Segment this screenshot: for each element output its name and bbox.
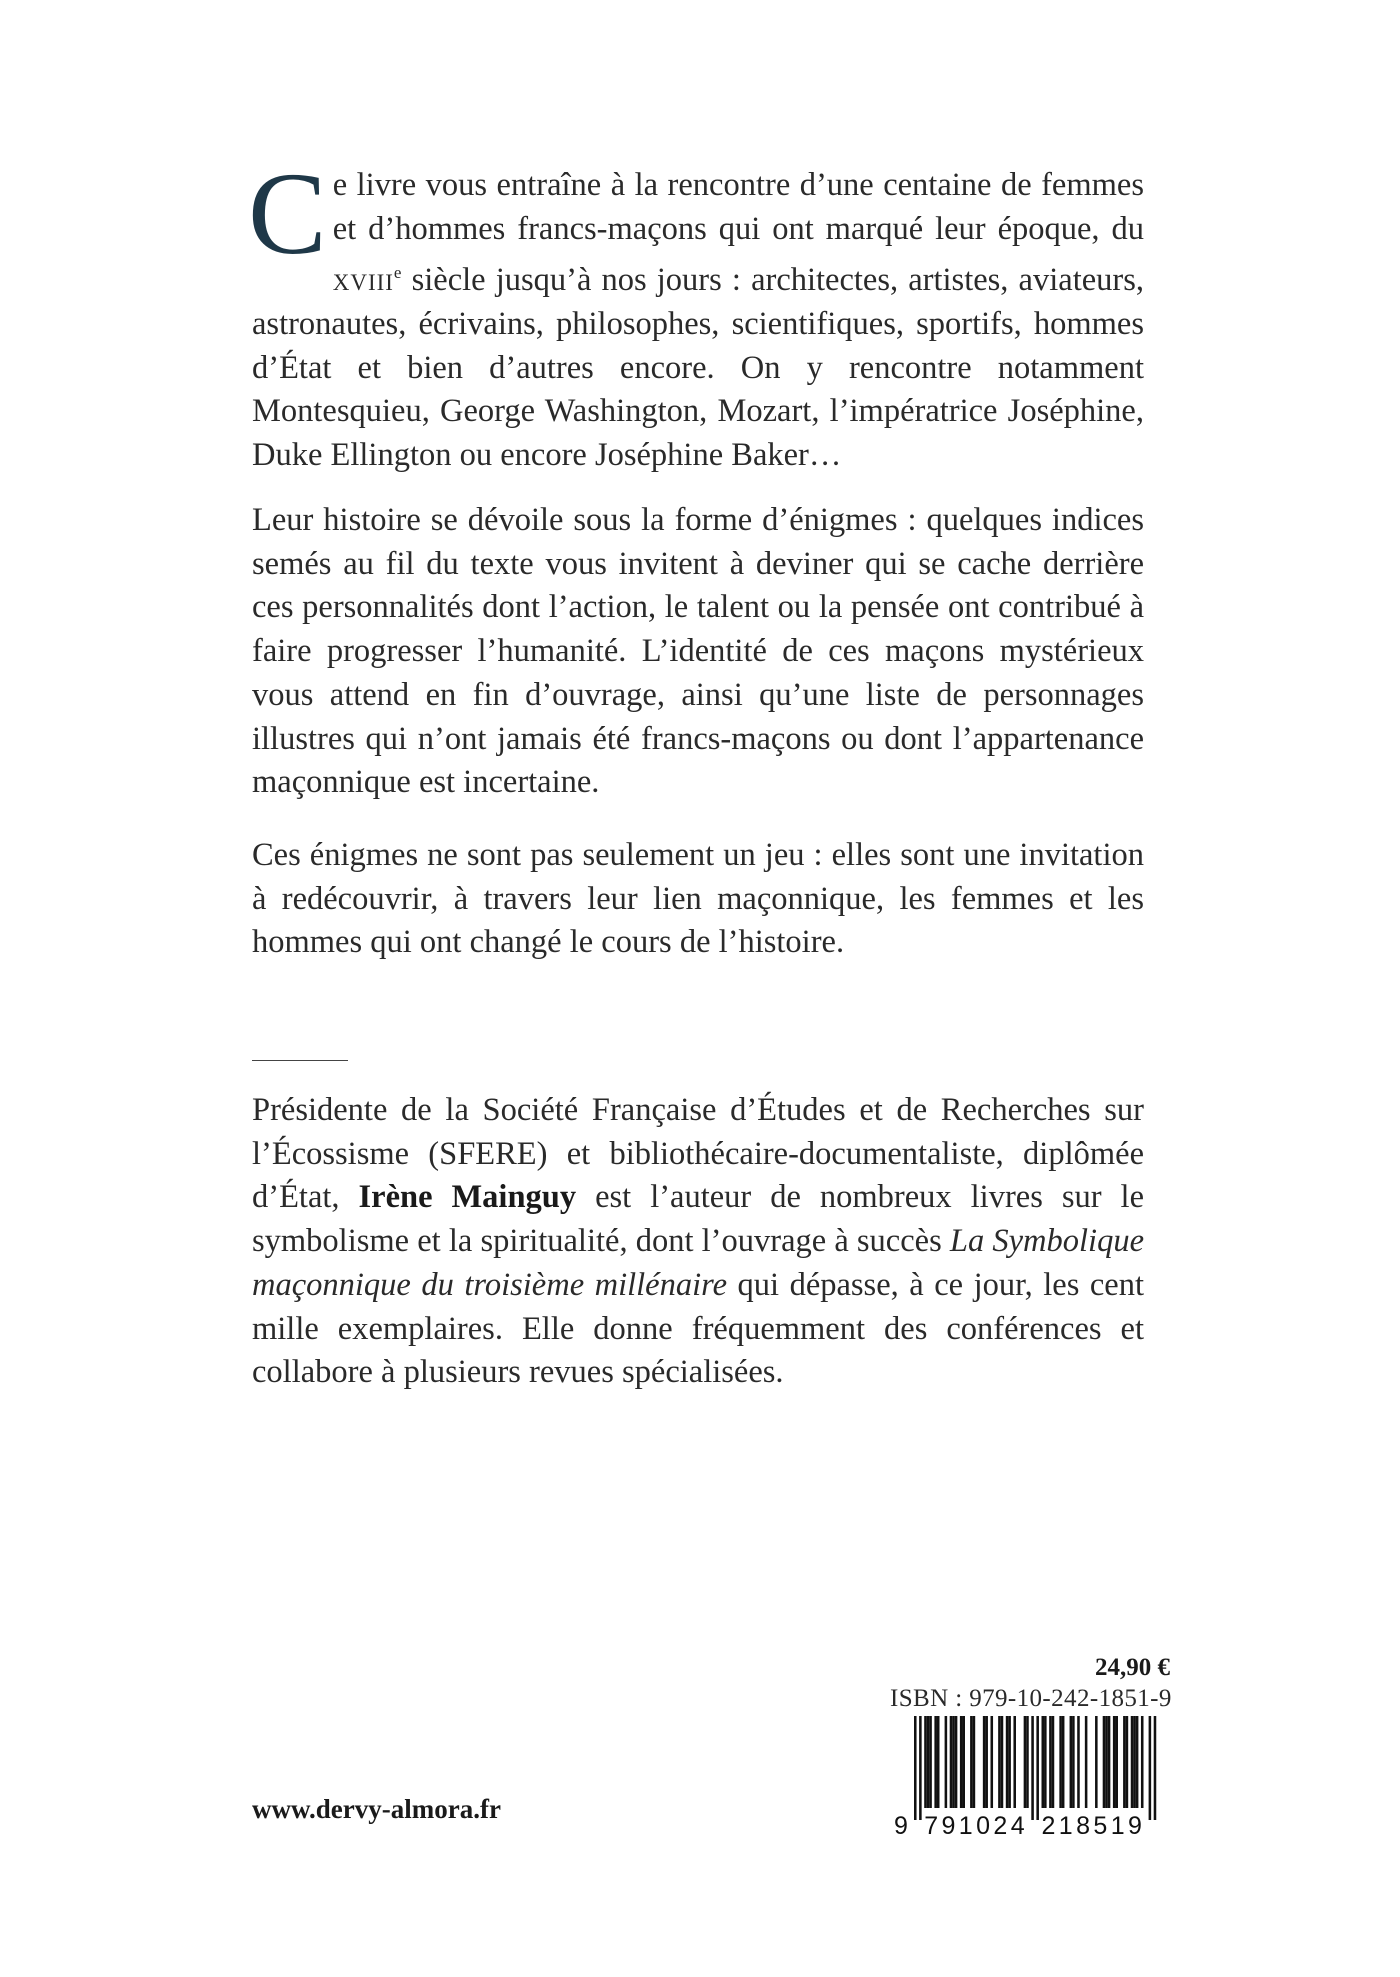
publisher-website: www.dervy-almora.fr <box>252 1794 501 1824</box>
barcode-bar <box>1059 1716 1062 1808</box>
barcode-bar <box>983 1716 986 1808</box>
barcode-bar <box>1008 1716 1011 1808</box>
blurb-paragraph-1-text-b: siècle jusqu’à nos jours : architectes, artistes, aviateurs, astronautes, écrivains, philosophes, scientifiques, sportifs, hommes d’État et bien d’autres encore. On y rencontre notamment Montesquieu, George Washington, Mozart, l’impératrice Joséphine, Duke Ellington ou encore Joséphine Baker… <box>252 262 1144 474</box>
blurb-paragraph-3: Ces énigmes ne sont pas seulement un jeu : elles sont une invitation à redécouvrir, à travers leur lien maçonnique, les femmes et les hommes qui ont changé le cours de l’histoire. <box>252 837 1144 961</box>
barcode-bar <box>945 1716 948 1808</box>
barcode-bar <box>1141 1716 1144 1808</box>
barcode-digits-right: 218519 <box>1041 1812 1146 1838</box>
isbn: ISBN : 979-10-242-1851-9 <box>890 1685 1172 1712</box>
barcode-bar <box>1095 1716 1098 1808</box>
barcode-bar <box>998 1716 1001 1808</box>
barcode-bar <box>1136 1716 1139 1808</box>
blurb-paragraph-1 <box>248 148 1144 478</box>
barcode-bar <box>1044 1716 1047 1808</box>
author-bio-mid: est l’auteur de nombreux livres sur le symbolisme et la spiritualité, dont l’ouvrage à succès <box>252 1179 1144 1260</box>
barcode-bar <box>952 1716 955 1808</box>
barcode-bar <box>1126 1716 1129 1808</box>
century-numeral: xviii <box>332 262 394 299</box>
barcode-bar <box>1108 1716 1111 1808</box>
barcode-bar <box>937 1716 940 1808</box>
barcode-bar <box>1070 1716 1073 1808</box>
barcode-bar <box>1105 1716 1108 1808</box>
barcode-bar <box>1049 1716 1052 1808</box>
barcode-bar <box>962 1716 965 1808</box>
barcode-digit-first: 9 <box>894 1812 912 1838</box>
barcode-digits-left: 791024 <box>924 1812 1029 1838</box>
barcode-bar <box>1001 1716 1004 1808</box>
author-bio <box>252 1089 1144 1395</box>
barcode-bar <box>1115 1716 1118 1808</box>
barcode-bar <box>960 1716 963 1808</box>
barcode-bar <box>927 1716 930 1808</box>
barcode-bar <box>1042 1716 1045 1808</box>
barcode-bar <box>1123 1716 1126 1808</box>
barcode-bar <box>1113 1716 1116 1808</box>
barcode-bar <box>991 1716 994 1808</box>
blurb-paragraph-2: Leur histoire se dévoile sous la forme d’énigmes : quelques indices semés au fil du texte vous invitent à deviner qui se cache derrière ces personnalités dont l’action, le talent ou la pensée ont contribué à faire progresser l’humanité. L’identité de ces maçons mystérieux vous attend en fin d’ouvrage, ainsi qu’une liste de personnages illustres qui n’ont jamais été francs-maçons ou dont l’appartenance maçonnique est incertaine. <box>252 502 1144 801</box>
barcode-bar <box>970 1716 973 1808</box>
barcode-bar <box>1024 1716 1027 1808</box>
barcode-bar <box>1154 1716 1157 1820</box>
barcode-bar <box>914 1716 917 1820</box>
century-superscript: e <box>393 263 402 283</box>
barcode-bar <box>1062 1716 1065 1808</box>
blurb-paragraph-1-text-a: e livre vous entraîne à la rencontre d’une centaine de femmes et d’hommes francs-maçons qui ont marqué leur époque, du <box>332 167 1144 247</box>
barcode-bar <box>973 1716 976 1808</box>
section-divider <box>252 1060 348 1061</box>
barcode-bar <box>1052 1716 1055 1808</box>
barcode-bar <box>1026 1716 1029 1808</box>
author-name: Irène Mainguy <box>358 1179 577 1216</box>
barcode-bar <box>924 1716 927 1808</box>
barcode-bar <box>919 1716 922 1820</box>
book-title: La Symbolique maçonnique du troisième millénaire <box>252 1223 1144 1303</box>
barcode-bar <box>1103 1716 1106 1808</box>
author-bio-intro: Présidente de la Société Française d’Études et de Recherches sur l’Écossisme (SFERE) et bibliothécaire-documentaliste, diplômée d’État, <box>252 1092 1144 1216</box>
barcode-bar <box>1085 1716 1088 1808</box>
barcode-bar <box>1131 1716 1134 1808</box>
barcode-bar <box>1149 1716 1152 1820</box>
barcode-bar <box>1013 1716 1016 1808</box>
barcode-bar <box>929 1716 932 1808</box>
barcode-bar <box>1006 1716 1009 1808</box>
barcode-bar <box>1133 1716 1136 1808</box>
drop-cap: C <box>248 148 327 279</box>
author-bio-end: qui dépasse, à ce jour, les cent mille exemplaires. Elle donne fréquemment des conférences et collabore à plusieurs revues spécialisées. <box>252 1266 1144 1391</box>
barcode-bar <box>934 1716 937 1808</box>
barcode-bar <box>985 1716 988 1808</box>
barcode <box>892 1716 1172 1838</box>
barcode-bar <box>1077 1716 1080 1808</box>
barcode-bar <box>955 1716 958 1808</box>
barcode-bar <box>1072 1716 1075 1808</box>
barcode-bar <box>950 1716 953 1808</box>
barcode-bar <box>1036 1716 1039 1820</box>
price: 24,90 € <box>1095 1654 1170 1681</box>
barcode-graphic <box>892 1716 1172 1838</box>
barcode-bar <box>1031 1716 1034 1820</box>
